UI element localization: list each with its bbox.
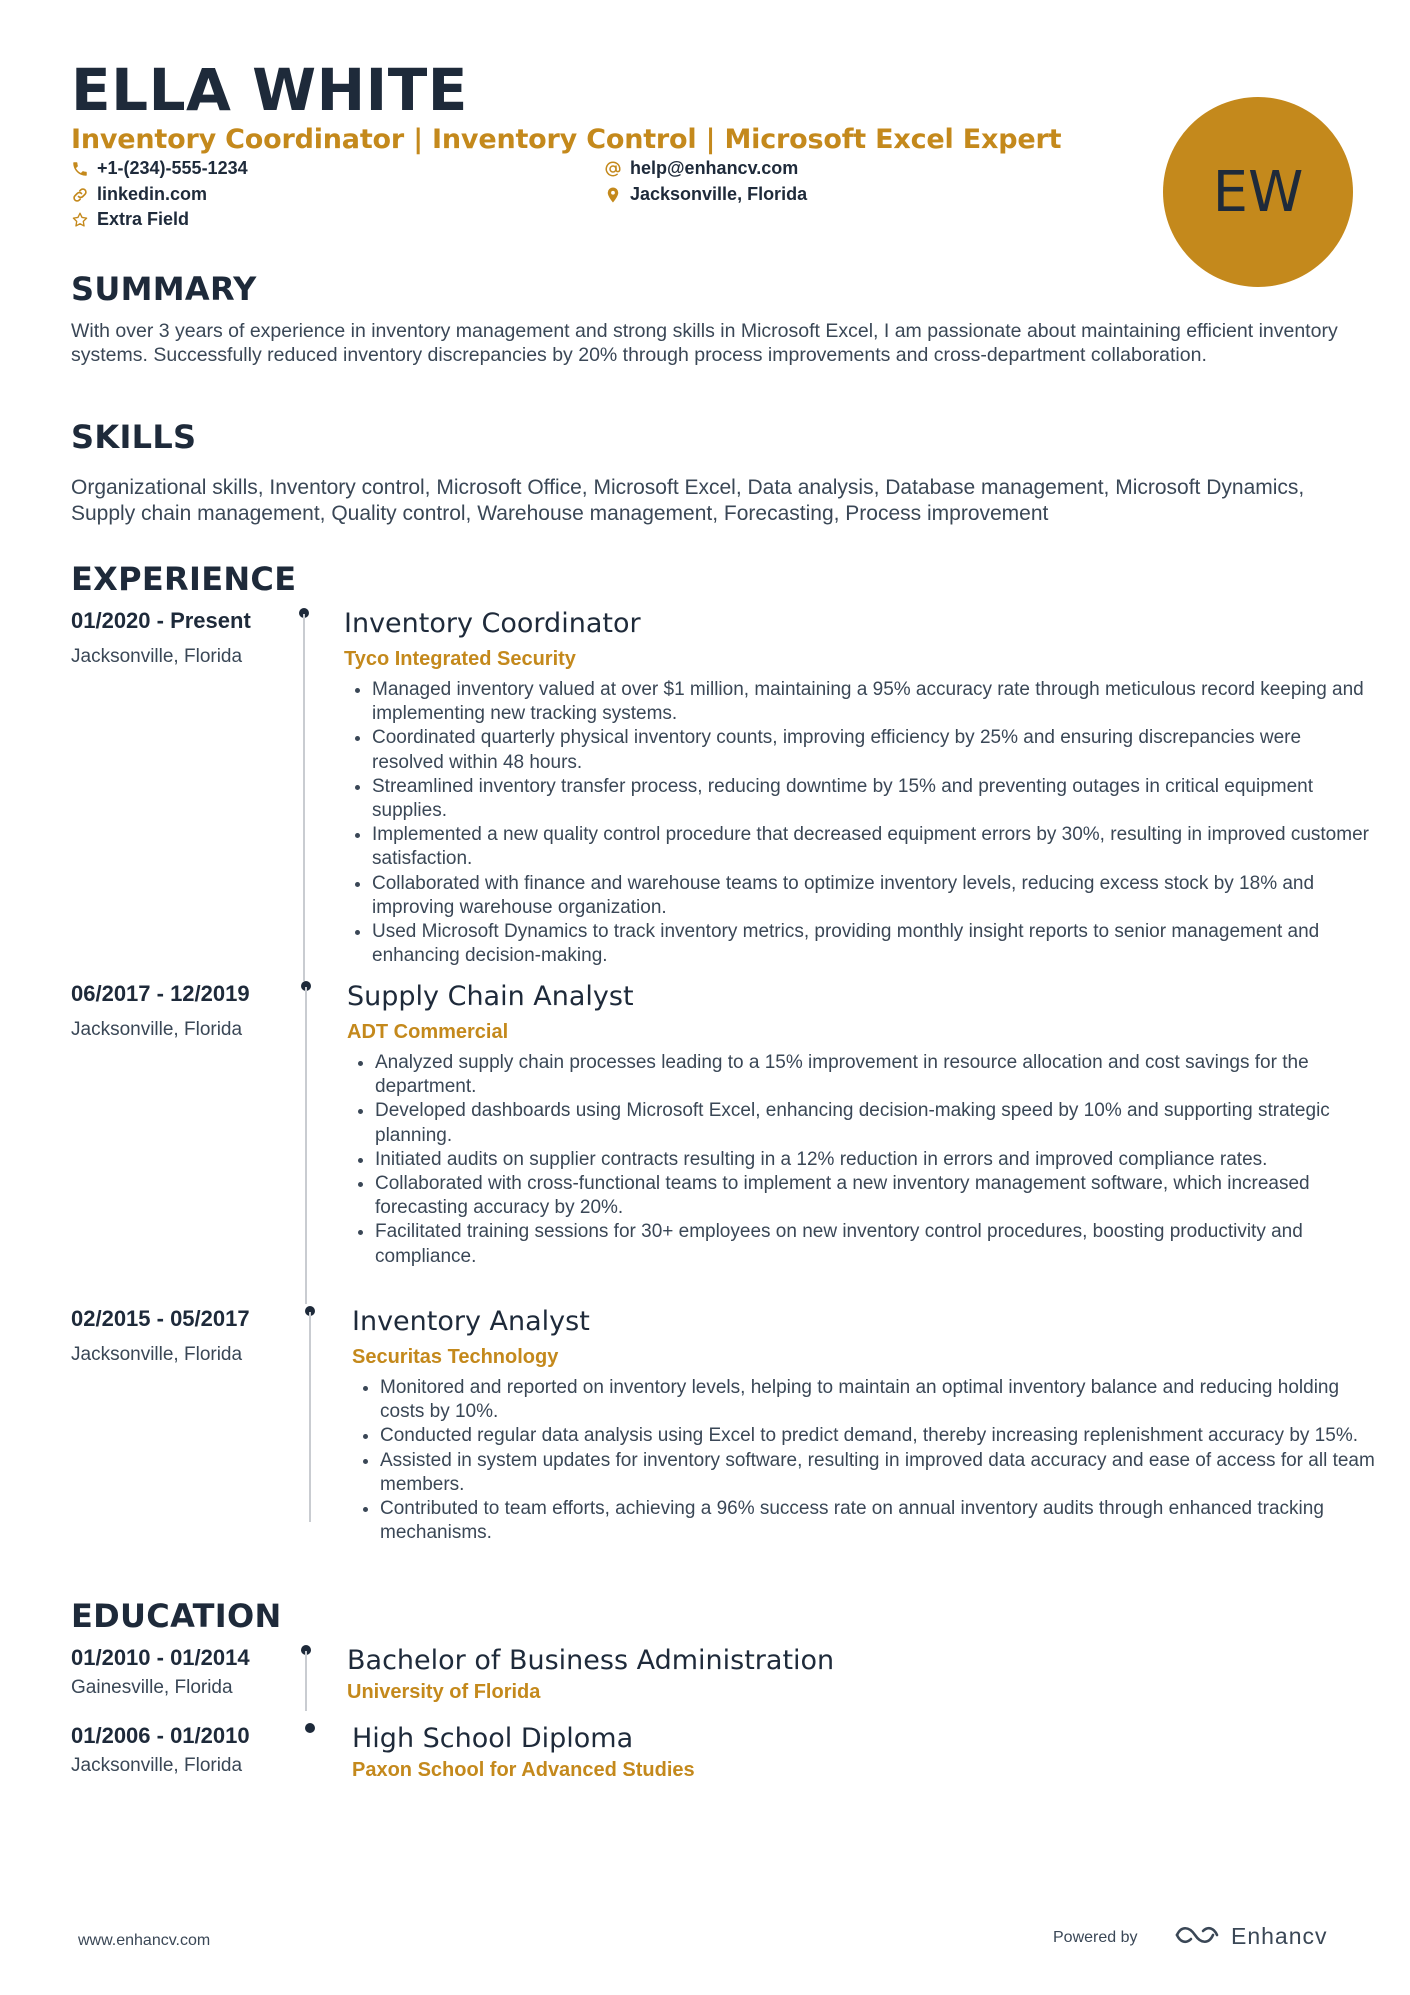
timeline-dot bbox=[305, 1723, 315, 1733]
bullet-item: • Assisted in system updates for inventory software, resulting in improved data accuracy and ease of access for all team members. bbox=[380, 1449, 1380, 1497]
enhancv-logo-icon bbox=[1173, 1920, 1221, 1950]
location-pin-icon bbox=[604, 186, 622, 204]
entry-role: Inventory Analyst bbox=[352, 1306, 590, 1337]
at-icon bbox=[604, 160, 622, 178]
entry-company: Tyco Integrated Security bbox=[344, 648, 576, 670]
entry-dates: 06/2017 - 12/2019 bbox=[71, 981, 250, 1006]
bullet-item: • Contributed to team efforts, achieving a 96% success rate on annual inventory audits through enhanced tracking mechanisms. bbox=[380, 1497, 1380, 1545]
avatar: EW bbox=[1163, 97, 1353, 287]
contact-phone bbox=[71, 158, 248, 179]
linkedin-text[interactable]: linkedin.com bbox=[97, 184, 208, 204]
entry-school: University of Florida bbox=[347, 1681, 541, 1703]
bullet-item: • Streamlined inventory transfer process, reducing downtime by 15% and preventing outages in critical equipment supplies. bbox=[372, 775, 1372, 823]
entry-company: ADT Commercial bbox=[347, 1021, 509, 1043]
summary-text: With over 3 years of experience in inventory management and strong skills in Microsoft Excel, I am passionate about maintaining efficient inventory systems. Successfully reduced inventory discrepancies by 20% through process improvements and cross-department collaboration. bbox=[71, 320, 1338, 366]
entry-location: Jacksonville, Florida bbox=[71, 1019, 243, 1040]
bullet-item: • Collaborated with cross-functional teams to implement a new inventory management software, which increased forecasting accuracy by 20%. bbox=[375, 1172, 1375, 1220]
entry-dates: 01/2010 - 01/2014 bbox=[71, 1645, 250, 1670]
entry-location: Gainesville, Florida bbox=[71, 1677, 233, 1698]
contact-linkedin bbox=[71, 184, 207, 205]
bullet-item: • Collaborated with finance and warehouse teams to optimize inventory levels, reducing excess stock by 18% and improving warehouse organization. bbox=[372, 872, 1372, 920]
location-text: Jacksonville, Florida bbox=[630, 184, 808, 204]
extra-text: Extra Field bbox=[97, 209, 190, 229]
bullet-item: • Used Microsoft Dynamics to track inventory metrics, providing monthly insight reports to senior management and enhancing decision-making. bbox=[372, 920, 1372, 968]
entry-bullets bbox=[349, 1051, 1375, 1269]
brand-name: Enhancv bbox=[1231, 1923, 1328, 1949]
entry-degree: High School Diploma bbox=[352, 1723, 634, 1754]
bullet-item: • Monitored and reported on inventory levels, helping to maintain an optimal inventory balance and reducing holding costs by 10%. bbox=[380, 1376, 1380, 1424]
timeline-line bbox=[305, 1651, 307, 1711]
bullet-item: • Initiated audits on supplier contracts resulting in a 12% reduction in errors and improved compliance rates. bbox=[375, 1148, 1375, 1172]
summary-title: SUMMARY bbox=[71, 270, 257, 308]
entry-location: Jacksonville, Florida bbox=[71, 646, 243, 667]
footer-website[interactable]: www.enhancv.com bbox=[78, 1932, 211, 1949]
entry-bullets bbox=[354, 1376, 1380, 1545]
bullet-item: • Conducted regular data analysis using Excel to predict demand, thereby increasing replenishment accuracy by 15%. bbox=[380, 1424, 1380, 1448]
headline: Inventory Coordinator | Inventory Control | Microsoft Excel Expert bbox=[71, 124, 1062, 155]
bullet-item: • Developed dashboards using Microsoft Excel, enhancing decision-making speed by 10% and supporting strategic planning. bbox=[375, 1099, 1375, 1147]
contact-location bbox=[604, 184, 807, 205]
bullet-item: • Coordinated quarterly physical inventory counts, improving efficiency by 25% and ensuring discrepancies were resolved within 48 hours. bbox=[372, 726, 1372, 774]
star-icon bbox=[71, 211, 89, 229]
entry-dates: 02/2015 - 05/2017 bbox=[71, 1306, 250, 1331]
entry-role: Inventory Coordinator bbox=[344, 608, 641, 639]
phone-text: +1-(234)-555-1234 bbox=[97, 158, 248, 178]
skills-text: Organizational skills, Inventory control, Microsoft Office, Microsoft Excel, Data analysis, Database management, Microsoft Dynamics, Supply chain management, Quality control, Warehouse management, Forecasting, Process improvement bbox=[71, 476, 1305, 525]
entry-school: Paxon School for Advanced Studies bbox=[352, 1759, 695, 1781]
timeline-line bbox=[309, 1312, 311, 1522]
entry-dates: 01/2006 - 01/2010 bbox=[71, 1723, 250, 1748]
entry-location: Jacksonville, Florida bbox=[71, 1755, 243, 1776]
candidate-name: ELLA WHITE bbox=[71, 56, 468, 124]
powered-by-label: Powered by bbox=[1053, 1929, 1138, 1946]
entry-dates: 01/2020 - Present bbox=[71, 608, 251, 633]
entry-role: Supply Chain Analyst bbox=[347, 981, 634, 1012]
skills-title: SKILLS bbox=[71, 418, 197, 456]
link-icon bbox=[71, 186, 89, 204]
email-text[interactable]: help@enhancv.com bbox=[630, 158, 799, 178]
bullet-item: • Implemented a new quality control procedure that decreased equipment errors by 30%, resulting in improved customer satisfaction. bbox=[372, 823, 1372, 871]
contact-email bbox=[604, 158, 798, 179]
entry-bullets bbox=[346, 678, 1372, 968]
contact-extra bbox=[71, 209, 189, 230]
bullet-item: • Analyzed supply chain processes leading to a 15% improvement in resource allocation and cost savings for the department. bbox=[375, 1051, 1375, 1099]
timeline-line bbox=[303, 614, 305, 981]
entry-degree: Bachelor of Business Administration bbox=[347, 1645, 835, 1676]
bullet-item: • Facilitated training sessions for 30+ employees on new inventory control procedures, boosting productivity and compliance. bbox=[375, 1220, 1375, 1268]
entry-company: Securitas Technology bbox=[352, 1346, 559, 1368]
entry-location: Jacksonville, Florida bbox=[71, 1344, 243, 1365]
experience-title: EXPERIENCE bbox=[71, 560, 297, 598]
timeline-line bbox=[305, 987, 307, 1304]
phone-icon bbox=[71, 160, 89, 178]
bullet-item: • Managed inventory valued at over $1 million, maintaining a 95% accuracy rate through meticulous record keeping and implementing new tracking systems. bbox=[372, 678, 1372, 726]
education-title: EDUCATION bbox=[71, 1597, 282, 1635]
